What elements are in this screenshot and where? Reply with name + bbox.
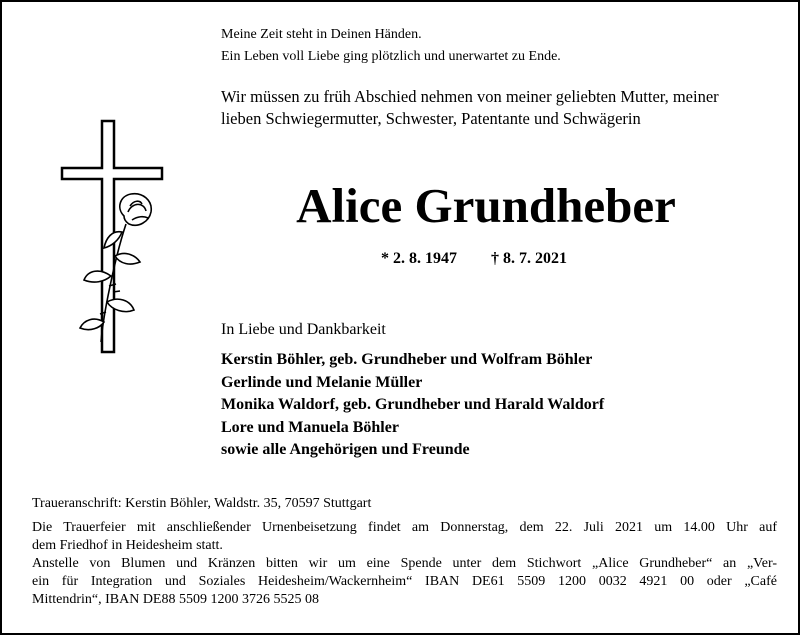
quote-verse (221, 24, 561, 68)
mourner-line: Gerlinde und Melanie Müller (221, 373, 423, 391)
deceased-name: Alice Grundheber (296, 178, 676, 233)
ceremony-line: Mittendrin“, IBAN DE88 5509 1200 3726 5525 08 (32, 592, 319, 607)
mourner-line: Monika Waldorf, geb. Grundheber und Harald Waldorf (221, 396, 605, 413)
mourners-intro: In Liebe und Dankbarkeit (221, 321, 386, 338)
life-dates (381, 248, 567, 270)
mourner-line: Kerstin Böhler, geb. Grundheber und Wolfram Böhler (221, 351, 593, 368)
ceremony-line: dem Friedhof in Heidesheim statt. (32, 538, 223, 553)
farewell-line-2: lieben Schwiegermutter, Schwester, Patentante und Schwägerin (221, 109, 641, 128)
mourners-list (221, 349, 604, 462)
birth-date: * 2. 8. 1947 (381, 250, 457, 267)
ceremony-info (32, 519, 777, 609)
cross-with-rose-illustration (54, 116, 174, 356)
death-date: † 8. 7. 2021 (491, 250, 567, 267)
ceremony-line: Die Trauerfeier mit anschließender Urnenbeisetzung findet am Donnerstag, dem 22. Juli 2021 um 14.00 Uhr auf (32, 520, 777, 535)
farewell-line-1: Wir müssen zu früh Abschied nehmen von meiner geliebten Mutter, meiner (221, 87, 719, 106)
ceremony-line: ein für Integration und Soziales Heidesheim/Wackernheim“ IBAN DE61 5509 1200 0032 4921 00 oder „Café (32, 574, 777, 589)
quote-line-1: Meine Zeit steht in Deinen Händen. (221, 27, 422, 42)
mourner-line: sowie alle Angehörigen und Freunde (221, 441, 470, 458)
ceremony-line: Anstelle von Blumen und Kränzen bitten wir um eine Spende unter dem Stichwort „Alice Grundheber“ an „Ver- (32, 556, 777, 571)
farewell-text (221, 86, 719, 130)
mourner-line: Lore und Manuela Böhler (221, 418, 399, 436)
quote-line-2: Ein Leben voll Liebe ging plötzlich und unerwartet zu Ende. (221, 49, 561, 64)
mourning-address: Traueranschrift: Kerstin Böhler, Waldstr. 35, 70597 Stuttgart (32, 496, 372, 511)
